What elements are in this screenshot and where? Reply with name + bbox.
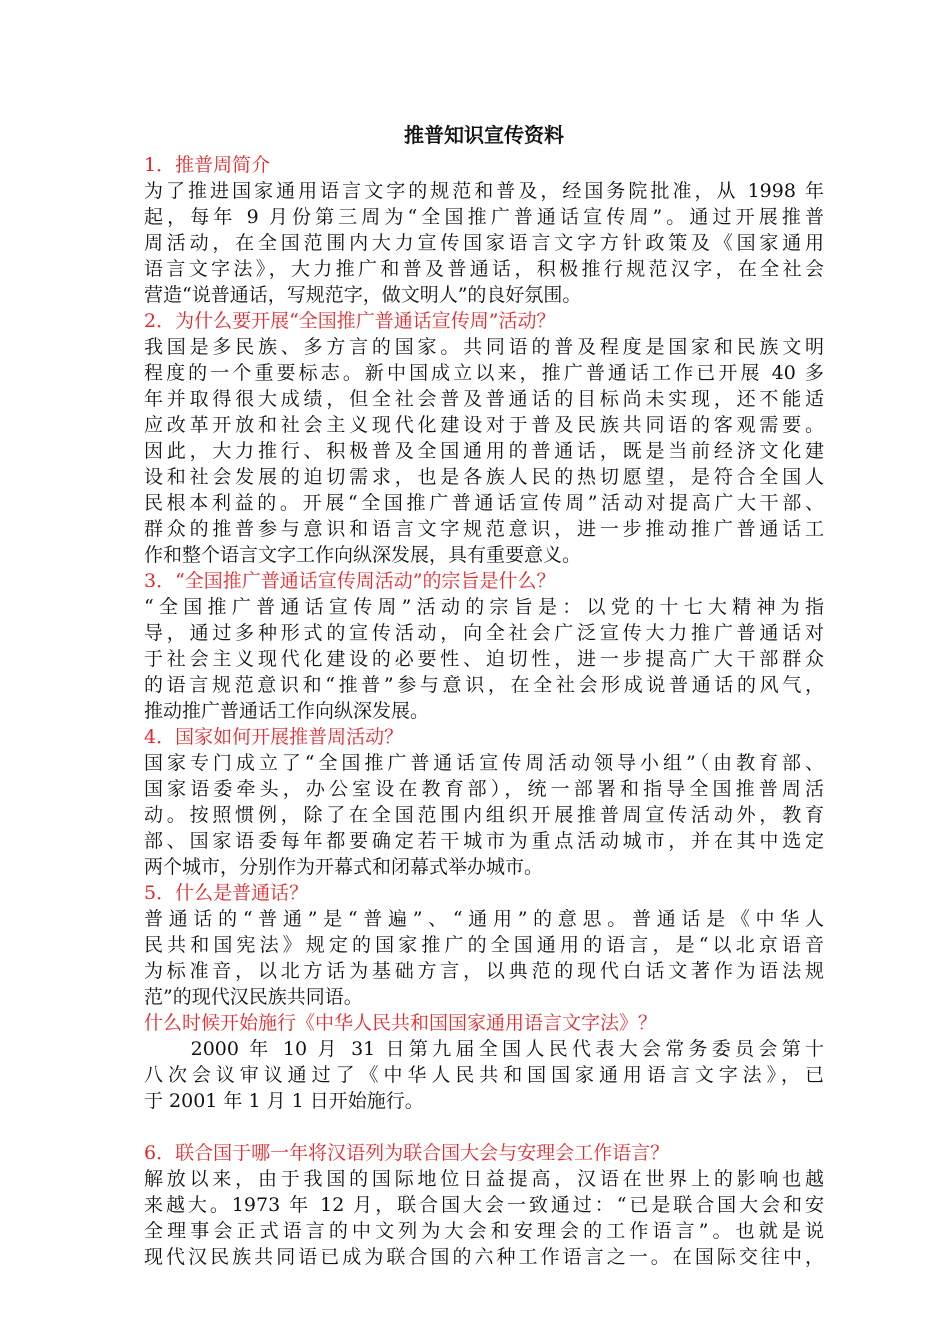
- text-line: 作和整个语言文字工作向纵深发展，具有重要意义。: [144, 544, 582, 566]
- text-line: “全国推广普通话宣传周”活动的宗旨是：以党的十七大精神为指: [144, 596, 824, 618]
- text-line: 周活动，在全国范围内大力宣传国家语言文字方针政策及《国家通用: [144, 232, 824, 254]
- text-line: 解放以来，由于我国的国际地位日益提高，汉语在世界上的影响也越: [144, 1168, 824, 1190]
- section-5-body: [144, 906, 824, 1010]
- text-line: 国家语委牵头，办公室设在教育部），统一部署和指导全国推普周活: [144, 778, 824, 800]
- text-line: 于社会主义现代化建设的必要性、迫切性，进一步提高广大干部群众: [144, 648, 824, 670]
- section-4-body: [144, 750, 824, 880]
- section-6-body: [144, 1166, 824, 1270]
- section-5-heading: 5．什么是普通话？: [144, 882, 309, 904]
- text-line: 现代汉民族共同语已成为联合国的六种工作语言之一。在国际交往中，: [144, 1246, 824, 1268]
- text-line: 2000 年 10 月 31 日第九届全国人民代表大会常务委员会第十: [144, 1038, 824, 1060]
- section-4-heading: 4．国家如何开展推普周活动？: [144, 726, 404, 748]
- section-2-body: [144, 334, 824, 568]
- text-line: 程度的一个重要标志。新中国成立以来，推广普通话工作已开展 40 多: [144, 362, 824, 384]
- text-line: 为标准音，以北方话为基础方言，以典范的现代白话文著作为语法规: [144, 960, 824, 982]
- section-1-heading: 1．推普周简介: [144, 154, 271, 176]
- section-3-heading: 3．“全国推广普通话宣传周活动”的宗旨是什么？: [144, 570, 556, 592]
- text-line: 民根本利益的。开展“全国推广普通话宣传周”活动对提高广大干部、: [144, 492, 824, 514]
- document-page: [144, 118, 824, 1270]
- text-line: 普通话的“普通”是“普遍”、“通用”的意思。普通话是《中华人: [144, 908, 824, 930]
- text-line: 来越大。1973 年 12 月，联合国大会一致通过：“已是联合国大会和安: [144, 1194, 824, 1216]
- text-line: 推动推广普通话工作向纵深发展。: [144, 700, 430, 722]
- language-law-heading: 什么时候开始施行《中华人民共和国国家通用语言文字法》？: [144, 1012, 658, 1034]
- text-line: 国家专门成立了“全国推广普通话宣传周活动领导小组”（由教育部、: [144, 752, 824, 774]
- document-title: 推普知识宣传资料: [404, 123, 564, 147]
- text-line: 起，每年 9 月份第三周为“全国推广普通话宣传周”。通过开展推普: [144, 206, 824, 228]
- text-line: 民共和国宪法》规定的国家推广的全国通用的语言，是“以北京语音: [144, 934, 824, 956]
- section-1-body: [144, 178, 824, 308]
- text-line: 语言文字法》，大力推广和普及普通话，积极推行规范汉字，在全社会: [144, 258, 824, 280]
- text-line: 于 2001 年 1 月 1 日开始施行。: [144, 1090, 424, 1112]
- text-line: 导，通过多种形式的宣传活动，向全社会广泛宣传大力推广普通话对: [144, 622, 824, 644]
- text-line: 我国是多民族、多方言的国家。共同语的普及程度是国家和民族文明: [144, 336, 824, 358]
- section-3-body: [144, 594, 824, 724]
- language-law-body: [144, 1036, 824, 1114]
- text-line: 全理事会正式语言的中文列为大会和安理会的工作语言”。也就是说: [144, 1220, 824, 1242]
- text-line: 动。按照惯例，除了在全国范围内组织开展推普周宣传活动外，教育: [144, 804, 824, 826]
- text-line: 应改革开放和社会主义现代化建设对于普及民族共同语的客观需要。: [144, 414, 824, 436]
- text-line: 群众的推普参与意识和语言文字规范意识，进一步推动推广普通话工: [144, 518, 824, 540]
- text-line: 部、国家语委每年都要确定若干城市为重点活动城市，并在其中选定: [144, 830, 824, 852]
- text-line: 的语言规范意识和“推普”参与意识，在全社会形成说普通话的风气，: [144, 674, 824, 696]
- text-line: 八次会议审议通过了《中华人民共和国国家通用语言文字法》，已: [144, 1064, 824, 1086]
- text-line: 年并取得很大成绩，但全社会普及普通话的目标尚未实现，还不能适: [144, 388, 824, 410]
- section-6-heading: 6．联合国于哪一年将汉语列为联合国大会与安理会工作语言？: [144, 1142, 670, 1164]
- blank-line: [144, 1114, 824, 1140]
- text-line: 为了推进国家通用语言文字的规范和普及，经国务院批准，从 1998 年: [144, 180, 824, 202]
- text-line: 因此，大力推行、积极普及全国通用的普通话，既是当前经济文化建: [144, 440, 824, 462]
- section-2-heading: 2．为什么要开展“全国推广普通话宣传周”活动？: [144, 310, 556, 332]
- text-line: 范”的现代汉民族共同语。: [144, 986, 363, 1008]
- text-line: 两个城市，分别作为开幕式和闭幕式举办城市。: [144, 856, 544, 878]
- text-line: 营造“说普通话，写规范字，做文明人”的良好氛围。: [144, 284, 582, 306]
- text-line: 设和社会发展的迫切需求，也是各族人民的热切愿望，是符合全国人: [144, 466, 824, 488]
